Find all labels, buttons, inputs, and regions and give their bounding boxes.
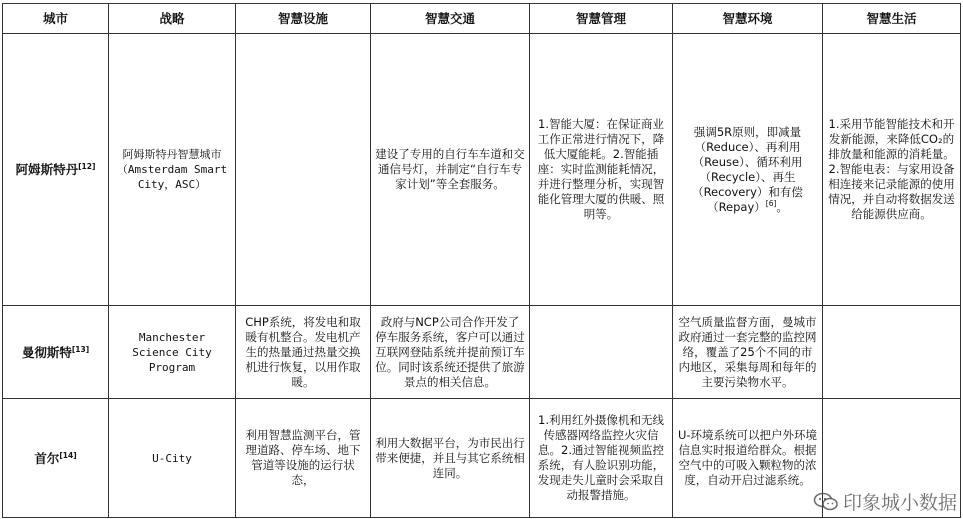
environment-ref: [6] [765,198,777,208]
management-cell [530,306,673,399]
wechat-icon [813,492,839,512]
environment-cell: 空气质量监督方面，曼城市政府通过一套完整的监控网络，覆盖了25个不同的市内地区，采集每周和每年的主要污染物水平。 [673,306,823,399]
watermark-text: 印象城小数据 [842,492,957,514]
smart-city-comparison-table [2,3,961,518]
header-city: 城市 [3,4,109,34]
city-ref: [14] [59,450,77,460]
strategy-cell: 阿姆斯特丹智慧城市（Amsterdam Smart City，ASC） [109,34,236,306]
city-ref: [13] [71,344,90,354]
city-cell [3,34,109,306]
watermark [813,488,957,515]
traffic-cell: 建设了专用的自行车车道和交通信号灯，并制定“自行车专家计划”等全套服务。 [371,34,530,306]
strategy-cell: Manchester Science City Program [109,306,236,399]
city-name: 曼彻斯特 [21,344,72,360]
environment-cell: 强调5R原则，即减量（Reduce）、再利用（Reuse）、循环利用（Recycle）、再生（Recovery）和有偿（Repay）[6]。 [673,34,823,306]
facility-cell: 利用智慧监测平台，管理道路、停车场、地下管道等设施的运行状态， [236,399,371,518]
facility-cell: CHP系统，将发电和取暖有机整合。发电机产生的热量通过热量交换机进行恢复，以用作取暖。 [236,306,371,399]
table-row [3,306,961,399]
environment-text: 强调5R原则，即减量（Reduce）、再利用（Reuse）、循环利用（Recycle）、再生（Recovery）和有偿（Repay） [692,124,803,214]
life-cell: 1.采用节能智能技术和开发新能源，来降低CO₂的排放量和能源的消耗量。2.智能电表：与家用设备相连接来记录能源的使用情况，并自动将数据发送给能源供应商。 [823,34,961,306]
header-management: 智慧管理 [530,4,673,34]
header-strategy: 战略 [109,4,236,34]
management-cell: 1.利用红外摄像机和无线传感器网络监控火灾信息。2.通过智能视频监控系统，有人脸识别功能，发现走失儿童时会采取自动报警措施。 [530,399,673,518]
traffic-cell: 政府与NCP公司合作开发了停车服务系统，客户可以通过互联网登陆系统并提前预订车位。同时该系统还提供了旅游景点的相关信息。 [371,306,530,399]
city-cell [3,399,109,518]
strategy-cell: U-City [109,399,236,518]
management-cell: 1.智能大厦：在保证商业工作正常进行情况下，降低大厦能耗。2.智能插座：实时监测能耗情况，并进行整理分析，实现智能化管理大厦的供暖、照明等。 [530,34,673,306]
traffic-cell: 利用大数据平台，为市民出行带来便捷，并且与其它系统相连同。 [371,399,530,518]
life-cell [823,306,961,399]
city-name: 首尔 [34,450,60,466]
table-row [3,34,961,306]
city-ref: [12] [78,161,96,171]
header-environment: 智慧环境 [673,4,823,34]
city-name: 阿姆斯特丹 [15,162,79,177]
environment-cell: U-环境系统可以把户外环境信息实时报道给群众。根据空气中的可吸入颗粒物的浓度，自动开启过滤系统。 [673,399,823,518]
city-cell [3,306,109,399]
header-traffic: 智慧交通 [371,4,530,34]
facility-cell [236,34,371,306]
header-facility: 智慧设施 [236,4,371,34]
header-row [3,4,961,34]
header-life: 智慧生活 [823,4,961,34]
